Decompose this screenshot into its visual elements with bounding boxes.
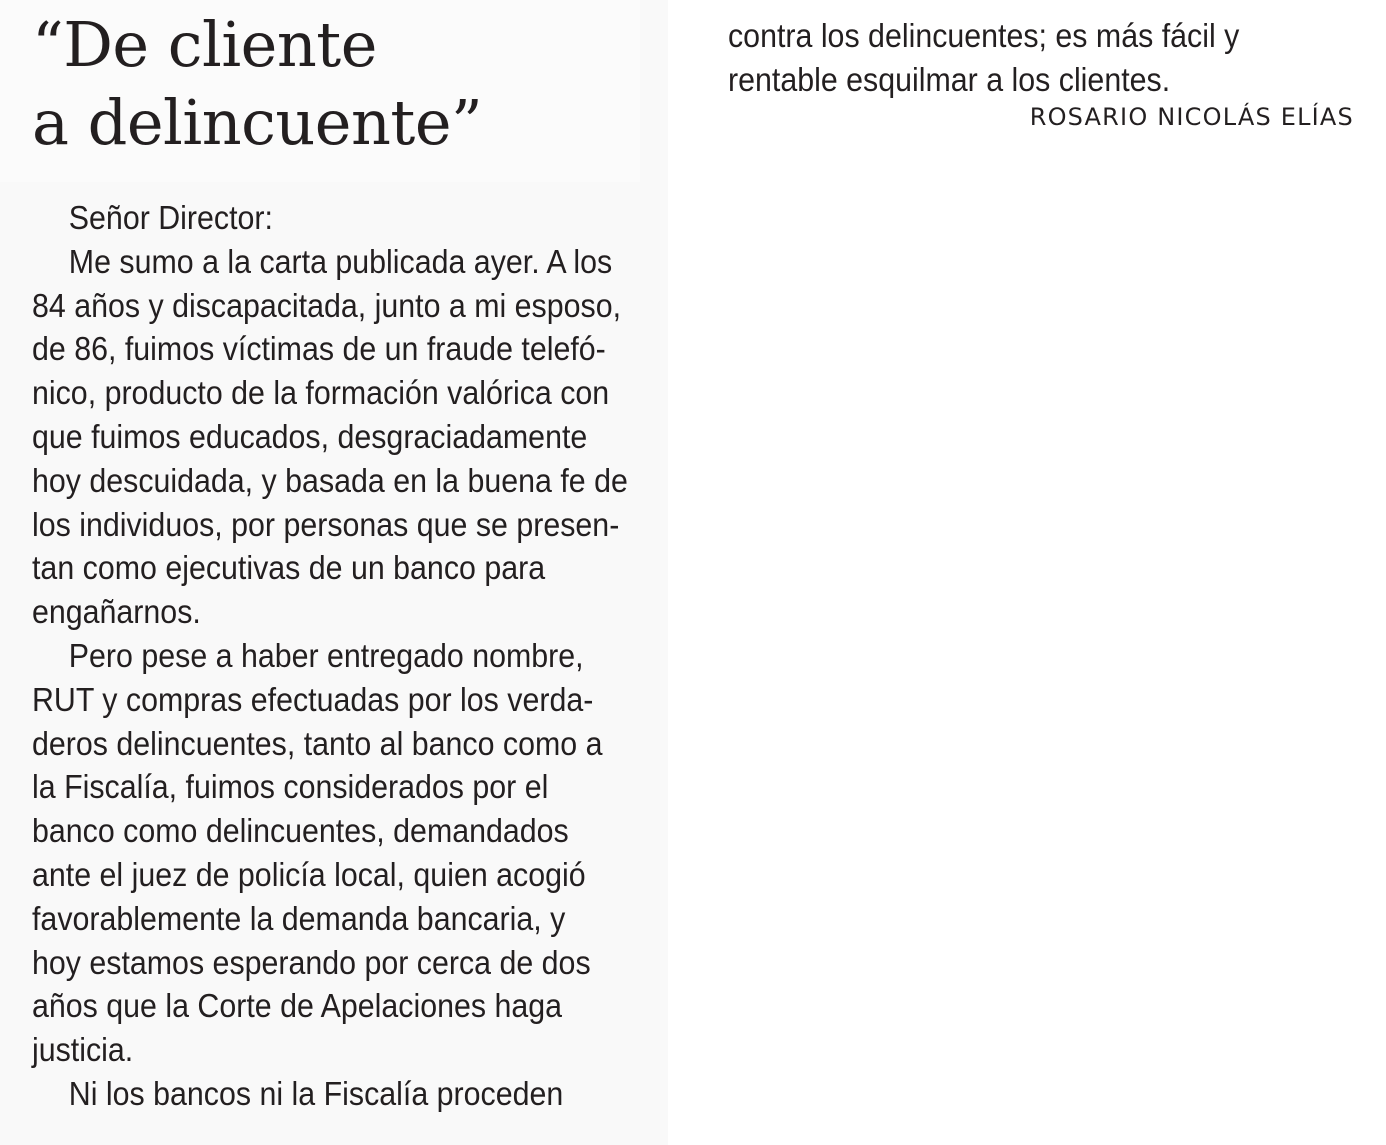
salutation: Señor Director:	[68, 199, 273, 236]
author-signature: ROSARIO NICOLÁS ELÍAS	[1029, 103, 1354, 131]
body-line: nico, producto de la formación valórica con	[32, 374, 610, 412]
headline	[32, 6, 482, 162]
body-line: que fuimos educados, desgraciadamente	[32, 417, 588, 455]
body-line: justicia.	[32, 1031, 134, 1069]
body-line: deros delincuentes, tanto al banco como a	[32, 724, 603, 762]
body-line: de 86, fuimos víctimas de un fraude telefó-	[32, 330, 606, 368]
body-line: hoy estamos esperando por cerca de dos	[32, 943, 591, 981]
body-line: favorablemente la demanda bancaria, y	[32, 899, 566, 937]
body-line: 84 años y discapacitada, junto a mi esposo,	[32, 286, 622, 324]
body-line: banco como delincuentes, demandados	[32, 812, 569, 850]
body-line: hoy descuidada, y basada en la buena fe de	[32, 461, 628, 499]
body-line: los individuos, por personas que se presen-	[32, 505, 620, 543]
body-line: tan como ejecutivas de un banco para	[32, 549, 546, 587]
body-line: RUT y compras efectuadas por los verda-	[32, 680, 594, 718]
continuation-line: rentable esquilmar a los clientes.	[728, 60, 1171, 98]
headline-box	[0, 0, 640, 182]
headline-line-2: a delincuente”	[32, 86, 483, 159]
body-line: la Fiscalía, fuimos considerados por el	[32, 768, 549, 806]
continuation-column	[728, 14, 1355, 102]
body-line: Ni los bancos ni la Fiscalía proceden	[68, 1074, 564, 1112]
headline-line-1: “De cliente	[32, 8, 377, 81]
body-line: Pero pese a haber entregado nombre,	[68, 636, 584, 674]
body-line: años que la Corte de Apelaciones haga	[32, 987, 563, 1025]
letter-body	[32, 196, 659, 1116]
body-line: Me sumo a la carta publicada ayer. A los	[68, 242, 613, 280]
body-line: engañarnos.	[32, 593, 201, 631]
continuation-line: contra los delincuentes; es más fácil y	[728, 17, 1240, 54]
body-line: ante el juez de policía local, quien acogió	[32, 855, 586, 893]
